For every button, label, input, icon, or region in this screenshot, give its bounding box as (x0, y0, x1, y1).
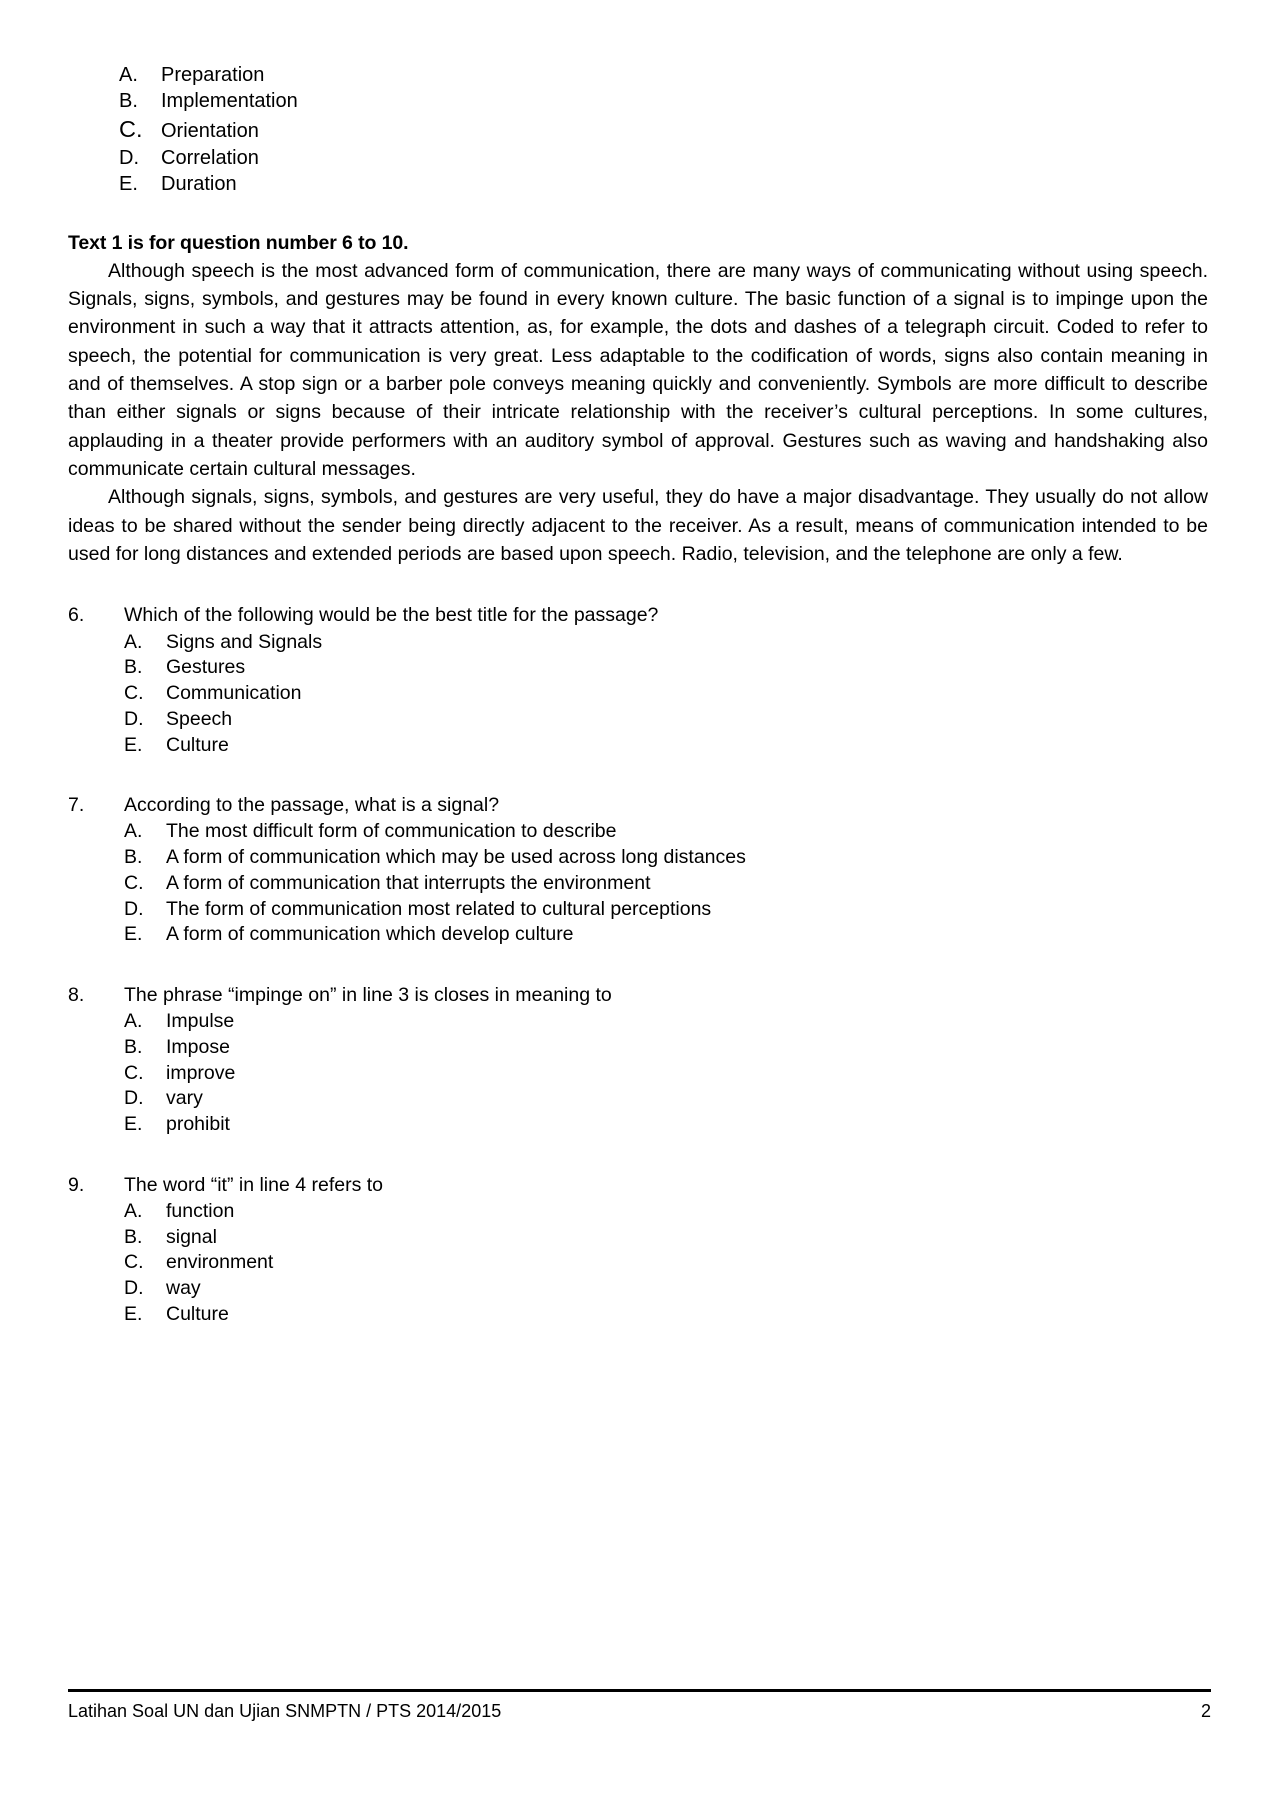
option-text: vary (166, 1087, 203, 1110)
option-letter: E. (124, 1113, 143, 1136)
option-letter: C. (119, 116, 143, 143)
option-text: A form of communication which may be used across long distances (166, 846, 746, 869)
option-row (124, 1112, 1208, 1138)
option-letter: B. (124, 1035, 143, 1058)
option-letter: E. (119, 173, 138, 196)
question-7 (68, 792, 1208, 948)
option-row (124, 1035, 1208, 1061)
option-letter: A. (124, 820, 143, 843)
passage-paragraph-2: Although signals, signs, symbols, and gestures are very useful, they do have a major disadvantage. They usually do not allow ideas to be shared without the sender being directly adjacent to the receiver. As a result, means of communication intended to be used for long distances and extended periods are based upon speech. Radio, television, and the telephone are only a few. (68, 486, 1208, 566)
option-row (124, 845, 1208, 871)
option-row (124, 1225, 1208, 1251)
option-letter: D. (124, 897, 144, 920)
option-text: Culture (166, 733, 229, 756)
question-6 (68, 602, 1208, 758)
page-content (68, 62, 1208, 1328)
option-row (124, 897, 1208, 923)
option-row (124, 630, 1208, 656)
page-footer (68, 1689, 1211, 1722)
option-text: way (166, 1277, 201, 1300)
option-text: function (166, 1200, 235, 1222)
option-row (119, 145, 1208, 171)
option-row (119, 62, 1208, 88)
option-row (124, 1009, 1208, 1035)
option-row (124, 1086, 1208, 1112)
question-8 (68, 982, 1208, 1138)
option-letter: B. (124, 846, 143, 869)
option-text: improve (166, 1061, 236, 1084)
passage-heading: Text 1 is for question number 6 to 10. (68, 231, 409, 254)
option-letter: D. (124, 1087, 144, 1110)
option-row (124, 681, 1208, 707)
question-number: 9. (68, 1173, 85, 1196)
footer-divider (68, 1689, 1211, 1692)
option-text: The form of communication most related to cultural perceptions (166, 897, 712, 920)
option-letter: E. (124, 733, 143, 756)
option-letter: C. (124, 1061, 144, 1084)
option-text: signal (166, 1225, 217, 1248)
option-letter: C. (124, 682, 144, 705)
page-number: 2 (1200, 1701, 1211, 1721)
question-number: 6. (68, 604, 85, 627)
option-text: Communication (166, 682, 302, 705)
option-row (124, 1199, 1208, 1225)
question-heading (68, 602, 1208, 628)
option-letter: B. (124, 1225, 143, 1248)
question-text: According to the passage, what is a signal? (124, 794, 500, 817)
question-9 (68, 1172, 1208, 1328)
option-row (124, 1302, 1208, 1328)
option-text: Preparation (161, 64, 265, 86)
question-text: The word “it” in line 4 refers to (124, 1173, 384, 1196)
option-letter: A. (124, 1010, 143, 1033)
option-letter: C. (124, 1251, 144, 1274)
question-heading (68, 792, 1208, 818)
option-text: A form of communication which develop culture (166, 923, 574, 946)
option-letter: D. (119, 147, 139, 170)
option-row (124, 871, 1208, 897)
option-row (124, 922, 1208, 948)
option-list (124, 1199, 1208, 1328)
option-text: Speech (166, 707, 233, 730)
option-row (124, 1061, 1208, 1087)
option-text: Correlation (161, 147, 259, 170)
option-text: Duration (161, 173, 237, 196)
passage-paragraph-1: Although speech is the most advanced form of communication, there are many ways of communicating without using speech. Signals, signs, symbols, and gestures may be found in every known culture. The basic function of a signal is to impinge upon the environment in such a way that it attracts attention, as, for example, the dots and dashes of a telegraph circuit. Coded to refer to speech, the potential for communication is very great. Less adaptable to the codification of words, signs also contain meaning in and of themselves. A stop sign or a barber pole conveys meaning quickly and conveniently. Symbols are more difficult to describe than either signals or signs because of their intricate relationship with the receiver’s cultural perceptions. In some cultures, applauding in a theater provide performers with an auditory symbol of approval. Gestures such as waving and handshaking also communicate certain cultural messages. (68, 259, 1208, 481)
option-text: Orientation (161, 120, 259, 143)
question-text: Which of the following would be the best title for the passage? (124, 604, 659, 627)
option-list (124, 1009, 1208, 1138)
option-letter: E. (124, 923, 143, 946)
option-row (124, 1250, 1208, 1276)
option-text: Impose (166, 1035, 230, 1058)
option-row (124, 733, 1208, 759)
option-letter: A. (119, 64, 138, 86)
option-text: The most difficult form of communication to describe (166, 820, 617, 843)
option-text: Gestures (166, 656, 246, 679)
option-row (119, 171, 1208, 197)
option-text: Impulse (166, 1010, 235, 1033)
option-text: Signs and Signals (166, 630, 323, 653)
option-letter: D. (124, 1277, 144, 1300)
option-row (124, 655, 1208, 681)
option-letter: D. (124, 707, 144, 730)
option-letter: E. (124, 1302, 143, 1325)
question-text: The phrase “impinge on” in line 3 is closes in meaning to (124, 984, 612, 1007)
question-number: 8. (68, 984, 85, 1007)
option-text: Culture (166, 1302, 229, 1325)
option-row (124, 707, 1208, 733)
option-letter: A. (124, 630, 143, 653)
question-number: 7. (68, 794, 85, 817)
option-text: A form of communication that interrupts the environment (166, 871, 651, 894)
footer-title: Latihan Soal UN dan Ujian SNMPTN / PTS 2014/2015 (68, 1701, 502, 1721)
footer-row (68, 1701, 1211, 1722)
option-row (119, 88, 1208, 114)
option-letter: C. (124, 871, 144, 894)
option-text: environment (166, 1251, 274, 1274)
option-row (124, 1276, 1208, 1302)
option-row (124, 819, 1208, 845)
option-letter: A. (124, 1200, 143, 1222)
question-heading (68, 982, 1208, 1008)
option-list (124, 819, 1208, 948)
option-row (119, 114, 1208, 145)
option-list (124, 630, 1208, 759)
carryover-option-list (119, 62, 1208, 198)
question-heading (68, 1172, 1208, 1198)
option-letter: B. (119, 90, 138, 113)
option-text: prohibit (166, 1113, 230, 1136)
option-letter: B. (124, 656, 143, 679)
option-text: Implementation (161, 90, 298, 113)
